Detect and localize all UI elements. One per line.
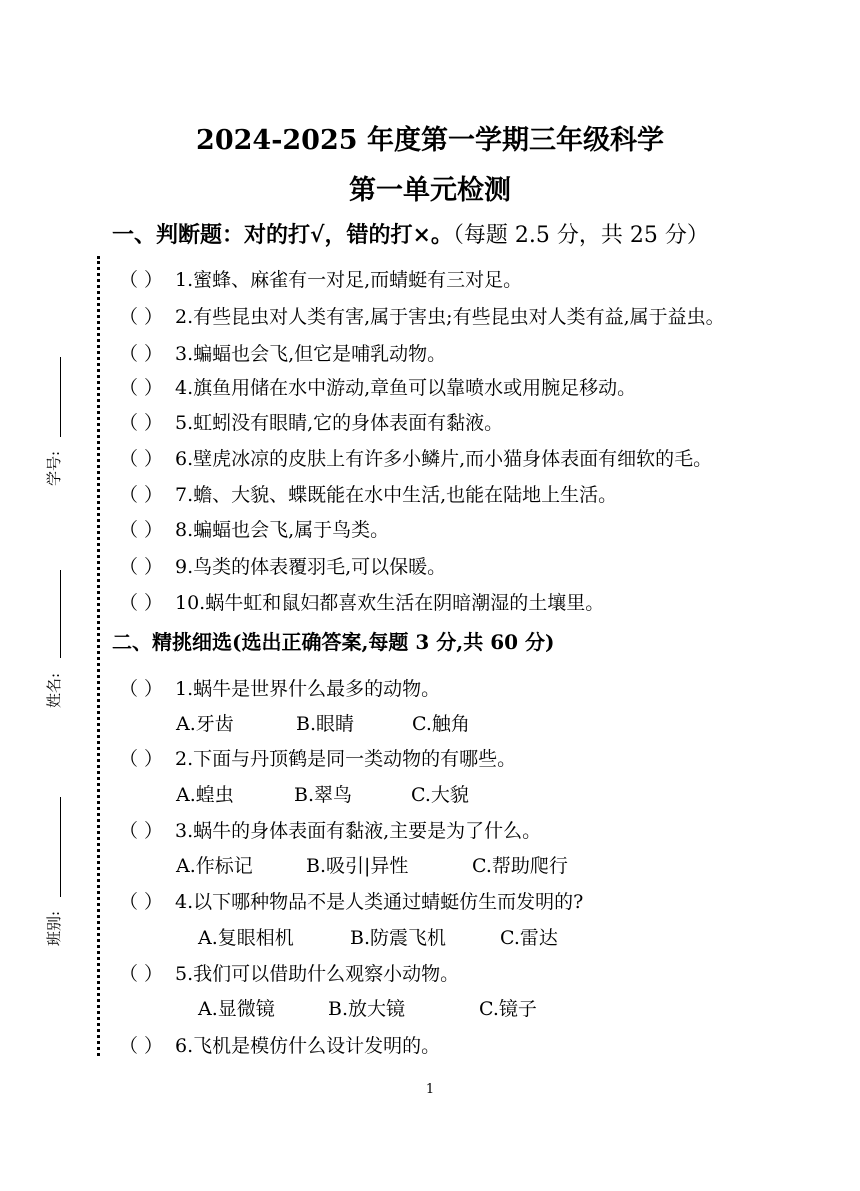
question-text: 8.蝙蝠也会飞,属于鸟类。 bbox=[175, 519, 390, 541]
option-c: C.触角 bbox=[412, 713, 470, 735]
page-number: 1 bbox=[425, 1082, 435, 1097]
question-text: 1.蜜蜂、麻雀有一对足,而蜻蜓有三对足。 bbox=[175, 269, 523, 291]
mc-question bbox=[119, 674, 440, 701]
answer-blank[interactable]: （ ） bbox=[119, 306, 164, 328]
question-text: 3.蜗牛的身体表面有黏液,主要是为了什么。 bbox=[175, 820, 542, 842]
answer-blank[interactable]: （ ） bbox=[119, 820, 164, 842]
answer-blank[interactable]: （ ） bbox=[119, 592, 164, 614]
name-line[interactable] bbox=[60, 570, 61, 658]
tf-question bbox=[119, 265, 522, 292]
exam-title: 2024-2025 年度第一学期三年级科学 bbox=[196, 125, 664, 156]
tf-question bbox=[119, 444, 712, 471]
answer-blank[interactable]: （ ） bbox=[119, 377, 164, 399]
question-text: 10.蜗牛虹和鼠妇都喜欢生活在阴暗潮湿的土壤里。 bbox=[175, 592, 605, 614]
tf-question bbox=[119, 480, 617, 507]
option-a: A.复眼相机 bbox=[198, 927, 294, 949]
option-b: B.放大镜 bbox=[328, 998, 406, 1020]
option-a: A.作标记 bbox=[176, 855, 253, 877]
option-c: C.雷达 bbox=[500, 927, 558, 949]
question-text: 3.蝙蝠也会飞,但它是哺乳动物。 bbox=[175, 343, 447, 365]
class-line[interactable] bbox=[60, 797, 61, 897]
class-label: 班别: bbox=[45, 910, 64, 947]
answer-blank[interactable]: （ ） bbox=[119, 519, 164, 541]
option-b: B.吸引|异性 bbox=[306, 855, 409, 877]
option-b: B.眼睛 bbox=[296, 713, 355, 735]
option-c: C.大貌 bbox=[411, 784, 469, 806]
option-b: B.翠鸟 bbox=[294, 784, 353, 806]
option-c: C.镜子 bbox=[479, 998, 537, 1020]
answer-blank[interactable]: （ ） bbox=[119, 678, 164, 700]
question-text: 5.虹蚓没有眼睛,它的身体表面有黏液。 bbox=[175, 412, 504, 434]
student-no-line[interactable] bbox=[60, 357, 61, 437]
question-text: 4.旗鱼用储在水中游动,章鱼可以靠喷水或用腕足移动。 bbox=[175, 377, 637, 399]
answer-blank[interactable]: （ ） bbox=[119, 448, 164, 470]
option-c: C.帮助爬行 bbox=[472, 855, 568, 877]
answer-blank[interactable]: （ ） bbox=[119, 1035, 164, 1057]
question-text: 6.壁虎冰凉的皮肤上有许多小鳞片,而小猫身体表面有细软的毛。 bbox=[175, 448, 713, 470]
tf-question bbox=[119, 302, 725, 329]
binding-dotted-line bbox=[97, 256, 100, 1056]
option-a: A.蝗虫 bbox=[176, 784, 234, 806]
option-a: A.显微镜 bbox=[198, 998, 275, 1020]
section1-heading-note: （每题 2.5 分，共 25 分） bbox=[452, 223, 709, 248]
answer-blank[interactable]: （ ） bbox=[119, 963, 164, 985]
mc-question bbox=[119, 1031, 440, 1058]
tf-question bbox=[119, 408, 503, 435]
question-text: 7.蟾、大貌、蝶既能在水中生活,也能在陆地上生活。 bbox=[175, 484, 618, 506]
question-text: 1.蜗牛是世界什么最多的动物。 bbox=[175, 678, 441, 700]
answer-blank[interactable]: （ ） bbox=[119, 891, 164, 913]
section1-heading bbox=[112, 218, 852, 249]
question-text: 9.鸟类的体表覆羽毛,可以保暖。 bbox=[175, 556, 447, 578]
mc-question bbox=[119, 959, 459, 986]
option-b: B.防震飞机 bbox=[350, 927, 447, 949]
answer-blank[interactable]: （ ） bbox=[119, 484, 164, 506]
mc-question bbox=[119, 887, 583, 914]
name-label: 姓名: bbox=[45, 672, 64, 709]
tf-question bbox=[119, 552, 446, 579]
answer-blank[interactable]: （ ） bbox=[119, 343, 164, 365]
option-a: A.牙齿 bbox=[176, 713, 234, 735]
section1-heading-main: 一、判断题：对的打√，错的打×。 bbox=[112, 222, 453, 248]
answer-blank[interactable]: （ ） bbox=[119, 269, 164, 291]
mc-question bbox=[119, 816, 541, 843]
tf-question bbox=[119, 373, 636, 400]
answer-blank[interactable]: （ ） bbox=[119, 412, 164, 434]
tf-question bbox=[119, 339, 446, 366]
question-text: 5.我们可以借助什么观察小动物。 bbox=[175, 963, 460, 985]
question-text: 4.以下哪种物品不是人类通过蜻蜓仿生而发明的? bbox=[175, 891, 584, 913]
section2-heading: 二、精挑细选(选出正确答案,每题 3 分,共 60 分) bbox=[112, 630, 555, 654]
question-text: 6.飞机是模仿什么设计发明的。 bbox=[175, 1035, 441, 1057]
answer-blank[interactable]: （ ） bbox=[119, 748, 164, 770]
answer-blank[interactable]: （ ） bbox=[119, 556, 164, 578]
exam-subtitle: 第一单元检测 bbox=[349, 175, 511, 206]
student-no-label: 学号: bbox=[45, 450, 64, 487]
tf-question bbox=[119, 588, 604, 615]
question-text: 2.有些昆虫对人类有害,属于害虫;有些昆虫对人类有益,属于益虫。 bbox=[175, 306, 725, 328]
question-text: 2.下面与丹顶鹤是同一类动物的有哪些。 bbox=[175, 748, 517, 770]
tf-question bbox=[119, 515, 389, 542]
mc-question bbox=[119, 744, 516, 771]
